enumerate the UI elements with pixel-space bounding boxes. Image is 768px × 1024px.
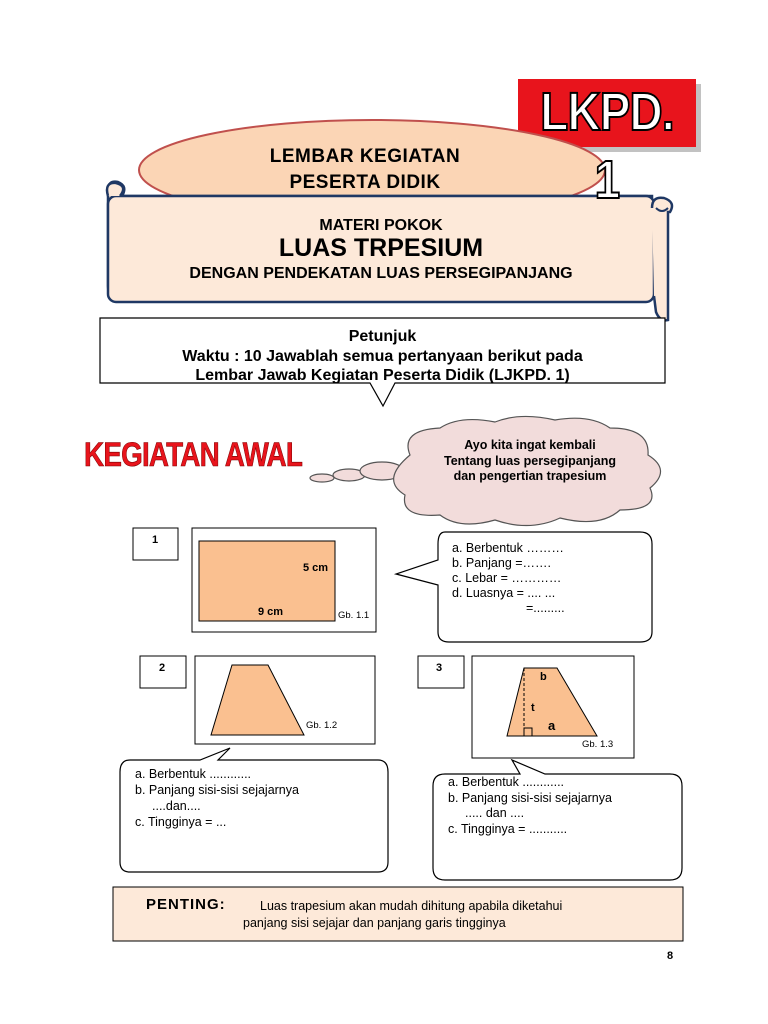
fig3-label-a: a [548, 718, 556, 733]
petunjuk-line2: Lembar Jawab Kegiatan Peserta Didik (LJKPD. 1) [195, 367, 570, 384]
fig2-caption: Gb. 1.2 [306, 720, 338, 731]
fig1-caption: Gb. 1.1 [338, 610, 370, 621]
petunjuk-line1: Waktu : 10 Jawablah semua pertanyaan berikut pada [182, 348, 583, 365]
fig2-answer-a: a. Berbentuk ............ [135, 767, 252, 781]
penting-label: PENTING: [146, 896, 226, 913]
fig3-answer-c: c. Tingginya = ........... [448, 822, 568, 836]
fig2-answer-b2: ....dan.... [152, 799, 201, 813]
fig1-width-label: 9 cm [258, 606, 284, 618]
fig3-caption: Gb. 1.3 [582, 739, 614, 750]
fig3-label-b: b [540, 671, 547, 683]
fig1-answer-c: c. Lebar = ………… [452, 571, 562, 585]
fig3-label-t: t [531, 702, 535, 714]
fig1-answer-d2: =......... [526, 601, 565, 615]
fig1-height-label: 5 cm [303, 562, 329, 574]
fig1-answer-d: d. Luasnya = .... ... [452, 586, 556, 600]
fig3-answer-b2: ..... dan .... [465, 806, 525, 820]
page-number: 8 [667, 950, 674, 962]
kegiatan-awal-title: KEGIATAN AWAL [84, 436, 303, 474]
petunjuk-title: Petunjuk [348, 328, 417, 345]
header-line1: LEMBAR KEGIATAN [269, 146, 461, 167]
penting-line2: panjang sisi sejajar dan panjang garis tingginya [243, 916, 506, 930]
penting-line1: Luas trapesium akan mudah dihitung apabila diketahui [260, 899, 563, 913]
fig3-answer-a: a. Berbentuk ............ [448, 775, 565, 789]
fig1-answer-b: b. Panjang =……. [452, 556, 552, 570]
fig1-answer-a: a. Berbentuk ……… [452, 541, 564, 555]
fig3-number: 3 [436, 662, 443, 674]
cloud-line3: dan pengertian trapesium [453, 469, 607, 483]
cloud-line1: Ayo kita ingat kembali [464, 438, 596, 452]
fig2-answer-b: b. Panjang sisi-sisi sejajarnya [135, 783, 299, 797]
fig2-answer-c: c. Tingginya = ... [135, 815, 227, 829]
approach-label: DENGAN PENDEKATAN LUAS PERSEGIPANJANG [189, 265, 573, 282]
topic-title: LUAS TRPESIUM [278, 234, 484, 262]
cloud-line2: Tentang luas persegipanjang [443, 454, 617, 468]
materi-label: MATERI POKOK [319, 217, 443, 234]
header-line2: PESERTA DIDIK [289, 172, 441, 193]
fig2-number: 2 [159, 662, 166, 674]
fig3-answer-b: b. Panjang sisi-sisi sejajarnya [448, 791, 612, 805]
badge-label: LKPD. 1 [540, 82, 674, 210]
fig1-number: 1 [152, 534, 159, 546]
